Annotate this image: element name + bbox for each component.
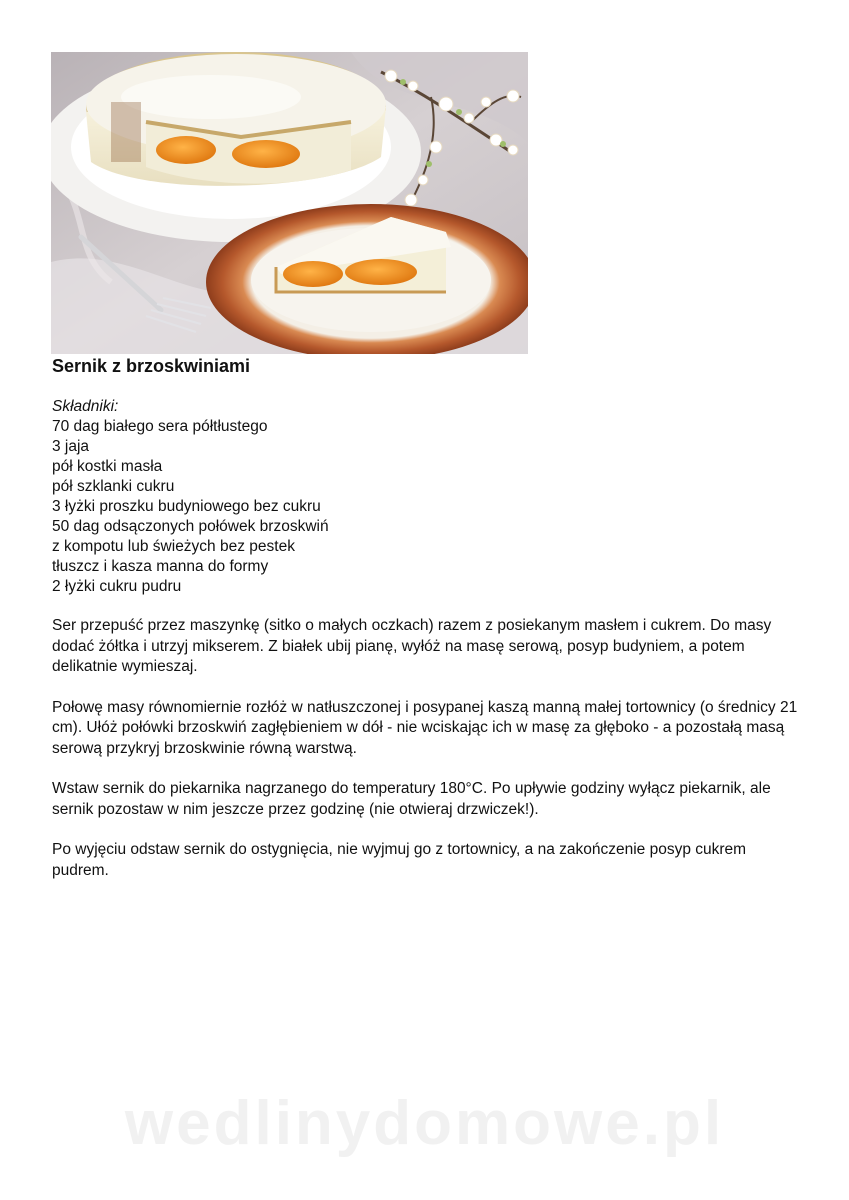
ingredient-item: 3 łyżki proszku budyniowego bez cukru bbox=[52, 498, 321, 515]
site-watermark: wedlinydomowe.pl bbox=[124, 1089, 725, 1158]
step-paragraph: Ser przepuść przez maszynkę (sitko o małych oczkach) razem z posiekanym masłem i cukrem. Do masy dodać żółtka i utrzyj mikserem. Z białek ubij pianę, wyłóż na masę serową, posyp budyniem, a potem delikatnie wymieszaj. bbox=[52, 617, 772, 675]
recipe-title: Sernik z brzoskwiniami bbox=[52, 356, 251, 376]
ingredient-item: pół kostki masła bbox=[52, 458, 163, 475]
ingredient-item: tłuszcz i kasza manna do formy bbox=[52, 558, 269, 575]
step-paragraph: Połowę masy równomiernie rozłóż w natłuszczonej i posypanej kaszą manną małej tortownicy (o średnicy 21 cm). Ułóż połówki brzoskwiń zagłębieniem w dół - nie wciskając ich w masę za głęboko - a pozostałą masą serową przykryj brzoskwinie równą warstwą. bbox=[52, 698, 798, 757]
cheesecake-photo bbox=[51, 52, 528, 354]
ingredient-item: 50 dag odsączonych połówek brzoskwiń bbox=[52, 518, 329, 535]
ingredient-item: pół szklanki cukru bbox=[52, 478, 175, 495]
ingredient-item: 2 łyżki cukru pudru bbox=[52, 578, 182, 595]
ingredients-list bbox=[52, 397, 329, 597]
ingredient-item: z kompotu lub świeżych bez pestek bbox=[52, 538, 295, 555]
step-paragraph: Wstaw sernik do piekarnika nagrzanego do temperatury 180°C. Po upływie godziny wyłącz piekarnik, ale sernik pozostaw w nim jeszcze przez godzinę (nie otwieraj drzwiczek!). bbox=[52, 780, 771, 818]
preparation-steps bbox=[52, 616, 800, 901]
ingredients-label: Składniki: bbox=[52, 398, 119, 415]
ingredient-item: 3 jaja bbox=[52, 438, 90, 455]
ingredient-item: 70 dag białego sera półtłustego bbox=[52, 418, 268, 435]
step-paragraph: Po wyjęciu odstaw sernik do ostygnięcia, nie wyjmuj go z tortownicy, a na zakończenie posyp cukrem pudrem. bbox=[52, 841, 747, 879]
